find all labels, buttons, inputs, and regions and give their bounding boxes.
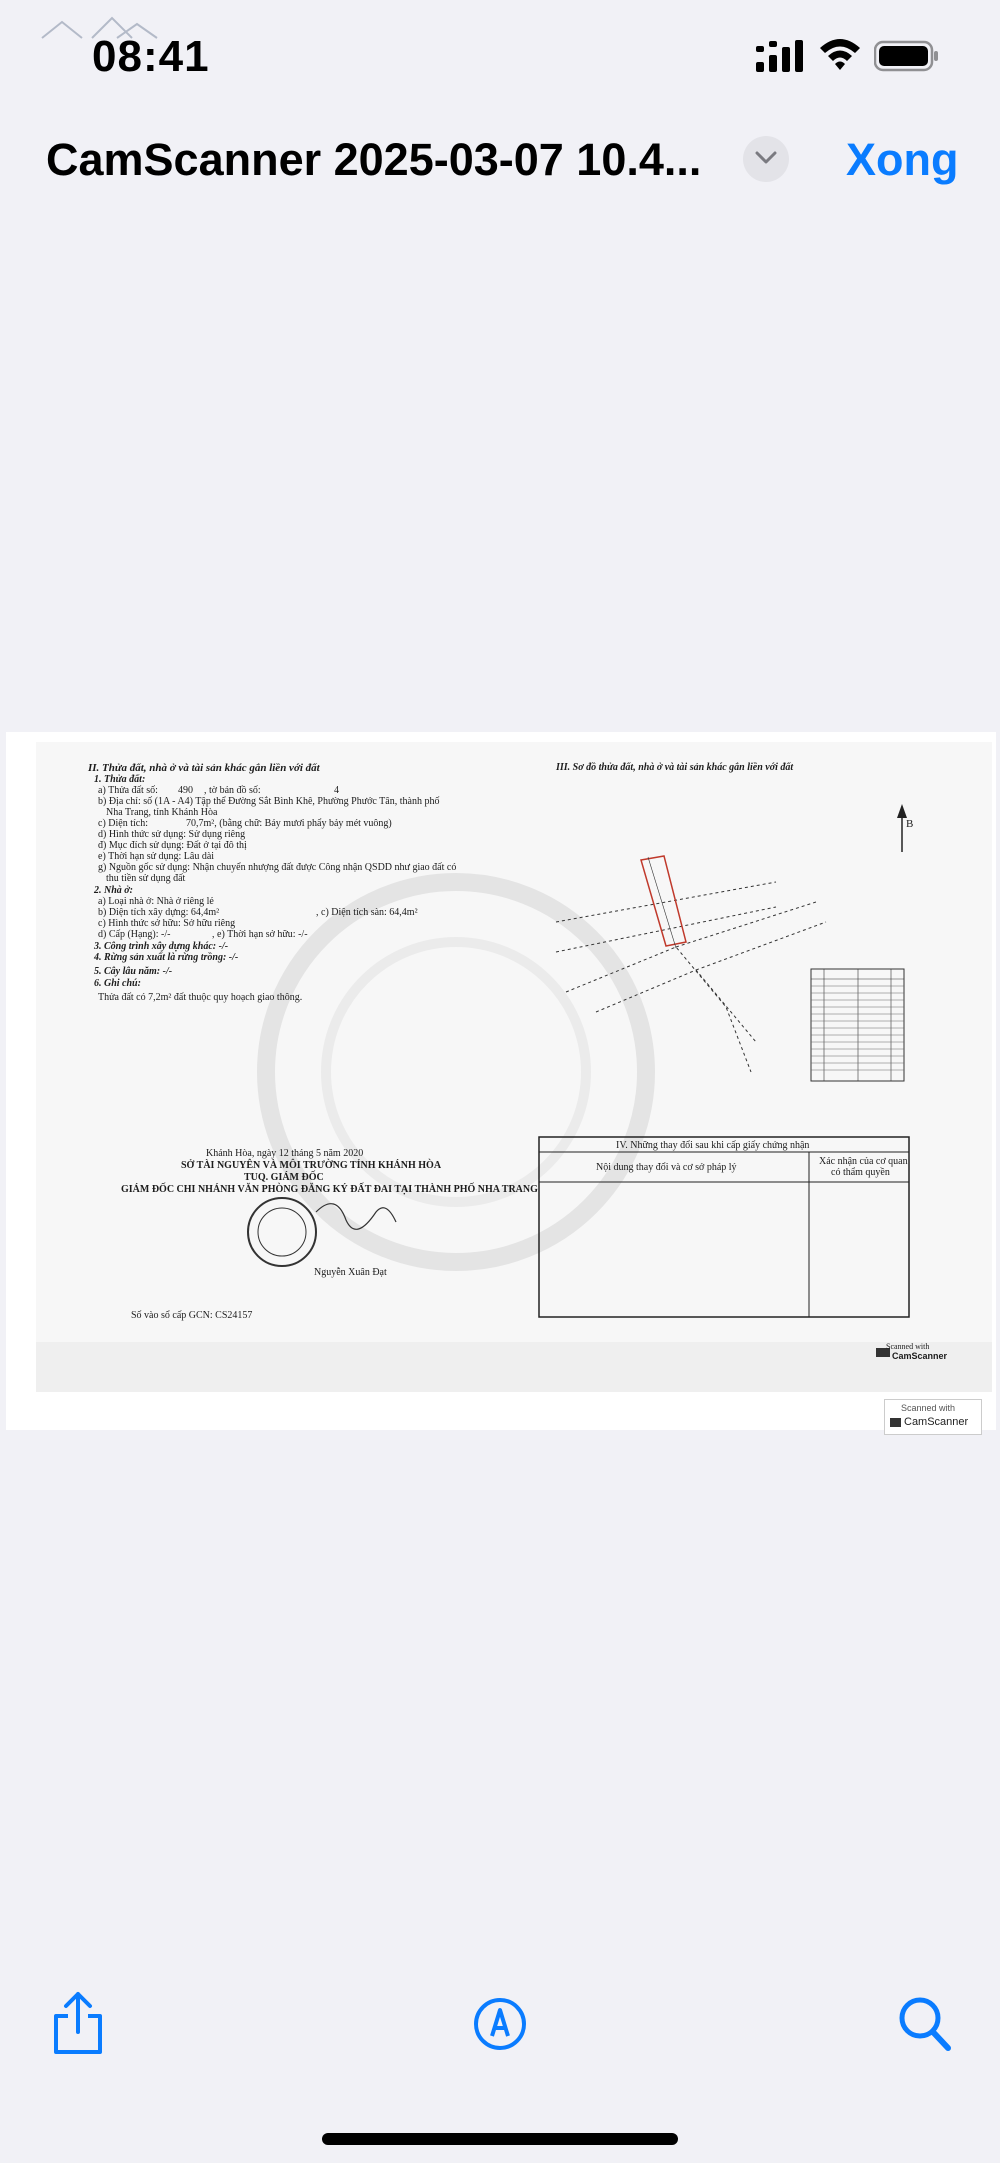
- house-heading: 2. Nhà ở:: [94, 885, 133, 896]
- parcel-number-label: a) Thửa đất số:: [98, 785, 158, 796]
- date-line: Khánh Hòa, ngày 12 tháng 5 năm 2020: [206, 1148, 364, 1159]
- section-3-heading: III. Sơ đồ thửa đất, nhà ở và tài sản khác gắn liền với đất: [556, 762, 794, 773]
- floor-area: , c) Diện tích sàn: 64,4m²: [316, 907, 418, 918]
- status-time: 08:41: [92, 32, 210, 81]
- camscanner-badge: [884, 1399, 982, 1435]
- use-origin: g) Nguồn gốc sử dụng: Nhận chuyển nhượng đất được Công nhận QSDD như giao đất có: [98, 862, 457, 873]
- use-form: d) Hình thức sử dụng: Sử dụng riêng: [98, 829, 246, 840]
- signer-name: Nguyễn Xuân Đạt: [314, 1267, 387, 1278]
- scanned-certificate: [36, 742, 992, 1392]
- search-icon[interactable]: [896, 1994, 952, 2052]
- use-purpose: đ) Mục đích sử dụng: Đất ở tại đô thị: [98, 840, 247, 851]
- badge-top-text: Scanned with: [901, 1403, 956, 1413]
- tuq-director: TUQ. GIÁM ĐỐC: [244, 1172, 324, 1183]
- done-button[interactable]: Xong: [846, 134, 959, 185]
- area-value: 70,7m², (bằng chữ: Bảy mươi phẩy bảy mét vuông): [186, 818, 392, 829]
- grade: d) Cấp (Hạng): -/-: [98, 929, 171, 940]
- department: SỞ TÀI NGUYÊN VÀ MÔI TRƯỜNG TỈNH KHÁNH HÒA: [181, 1160, 442, 1171]
- camscanner-logo-icon: [890, 1418, 901, 1427]
- address-line-2: Nha Trang, tỉnh Khánh Hòa: [106, 807, 218, 818]
- inner-scan-mark-brand: CamScanner: [892, 1351, 948, 1361]
- branch-director: GIÁM ĐỐC CHI NHÁNH VĂN PHÒNG ĐĂNG KÝ ĐẤT ĐAI TẠI THÀNH PHỐ NHA TRANG: [121, 1184, 538, 1195]
- badge-brand-text: CamScanner: [904, 1416, 969, 1428]
- parcel-number-value: 490: [178, 785, 193, 796]
- changes-column-header: Nội dung thay đổi và cơ sở pháp lý: [596, 1162, 737, 1173]
- land-heading: 1. Thửa đất:: [94, 774, 146, 785]
- title-menu-button[interactable]: [743, 136, 789, 182]
- use-term: e) Thời hạn sử dụng: Lâu dài: [98, 851, 215, 862]
- ownership-term: , e) Thời hạn sở hữu: -/-: [212, 929, 308, 940]
- notes-heading: 6. Ghi chú:: [94, 978, 141, 989]
- notes: Thửa đất có 7,2m² đất thuộc quy hoạch giao thông.: [98, 992, 303, 1003]
- perennial: 5. Cây lâu năm: -/-: [94, 966, 173, 977]
- forest: 4. Rừng sản xuất là rừng trồng: -/-: [94, 952, 239, 963]
- bottom-toolbar: [0, 1990, 1000, 2090]
- build-area: b) Diện tích xây dựng: 64,4m²: [98, 907, 220, 918]
- chevron-down-icon: [754, 150, 778, 166]
- confirm-column-header-2: có thẩm quyền: [831, 1167, 890, 1178]
- house-type: a) Loại nhà ở: Nhà ở riêng lẻ: [98, 896, 214, 907]
- other-works: 3. Công trình xây dựng khác: -/-: [94, 941, 229, 952]
- confirm-column-header: Xác nhận của cơ quan: [819, 1156, 908, 1167]
- cellular-signal-icon: [756, 38, 806, 74]
- status-bar: [0, 0, 1000, 110]
- share-icon[interactable]: [50, 1990, 106, 2056]
- map-sheet-label: , tờ bản đồ số:: [204, 785, 261, 796]
- inner-scan-mark-top: Scanned with: [886, 1342, 930, 1351]
- section-4-heading: IV. Những thay đổi sau khi cấp giấy chứng nhận: [616, 1140, 810, 1151]
- wifi-icon: [818, 36, 862, 72]
- map-sheet-value: 4: [334, 785, 339, 796]
- section-2-heading: II. Thửa đất, nhà ở và tài sản khác gắn liền với đất: [88, 762, 320, 774]
- north-label: B: [906, 818, 914, 830]
- home-indicator[interactable]: [322, 2133, 678, 2145]
- area-label: c) Diện tích:: [98, 818, 148, 829]
- document-page[interactable]: [6, 732, 996, 1430]
- document-title[interactable]: CamScanner 2025-03-07 10.4...: [46, 134, 702, 185]
- markup-icon[interactable]: [472, 1996, 528, 2052]
- ownership: c) Hình thức sở hữu: Sở hữu riêng: [98, 918, 236, 929]
- certificate-number: Số vào sổ cấp GCN: CS24157: [131, 1310, 253, 1321]
- address-line: b) Địa chỉ: số (1A - A4) Tập thể Đường Sắt Bình Khê, Phường Phước Tân, thành phố: [98, 796, 440, 807]
- use-origin-line-2: thu tiền sử dụng đất: [106, 873, 186, 884]
- battery-icon: [874, 40, 940, 72]
